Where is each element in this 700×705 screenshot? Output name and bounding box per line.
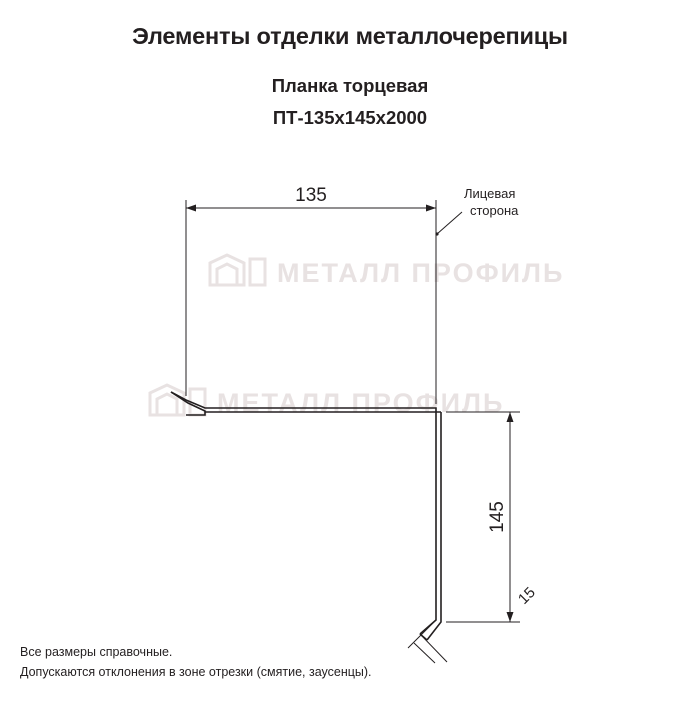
dimension-right — [446, 412, 520, 622]
profile-outline — [171, 392, 441, 640]
svg-text:МЕТАЛЛ ПРОФИЛЬ: МЕТАЛЛ ПРОФИЛЬ — [277, 258, 565, 288]
dimension-top-label: 135 — [295, 185, 327, 206]
technical-drawing — [0, 150, 700, 608]
dimension-right-label: 145 — [487, 501, 508, 533]
callout-leader — [435, 212, 462, 236]
footer-note-1: Все размеры справочные. — [20, 645, 173, 659]
footer-note-2: Допускаются отклонения в зоне отрезки (смятие, заусенцы). — [20, 665, 372, 679]
callout-line-1: Лицевая — [464, 186, 516, 201]
page-title: Элементы отделки металлочерепицы — [132, 23, 568, 49]
title-block — [0, 22, 700, 131]
svg-text:МЕТАЛЛ ПРОФИЛЬ: МЕТАЛЛ ПРОФИЛЬ — [217, 388, 505, 418]
footer-notes — [20, 642, 372, 682]
product-name: Планка торцевая — [271, 75, 429, 97]
callout-line-2: сторона — [470, 203, 519, 218]
product-code: ПТ-135x145x2000 — [272, 107, 428, 129]
dimension-top — [186, 200, 436, 404]
dimension-bottom-label: 15 — [514, 583, 539, 608]
